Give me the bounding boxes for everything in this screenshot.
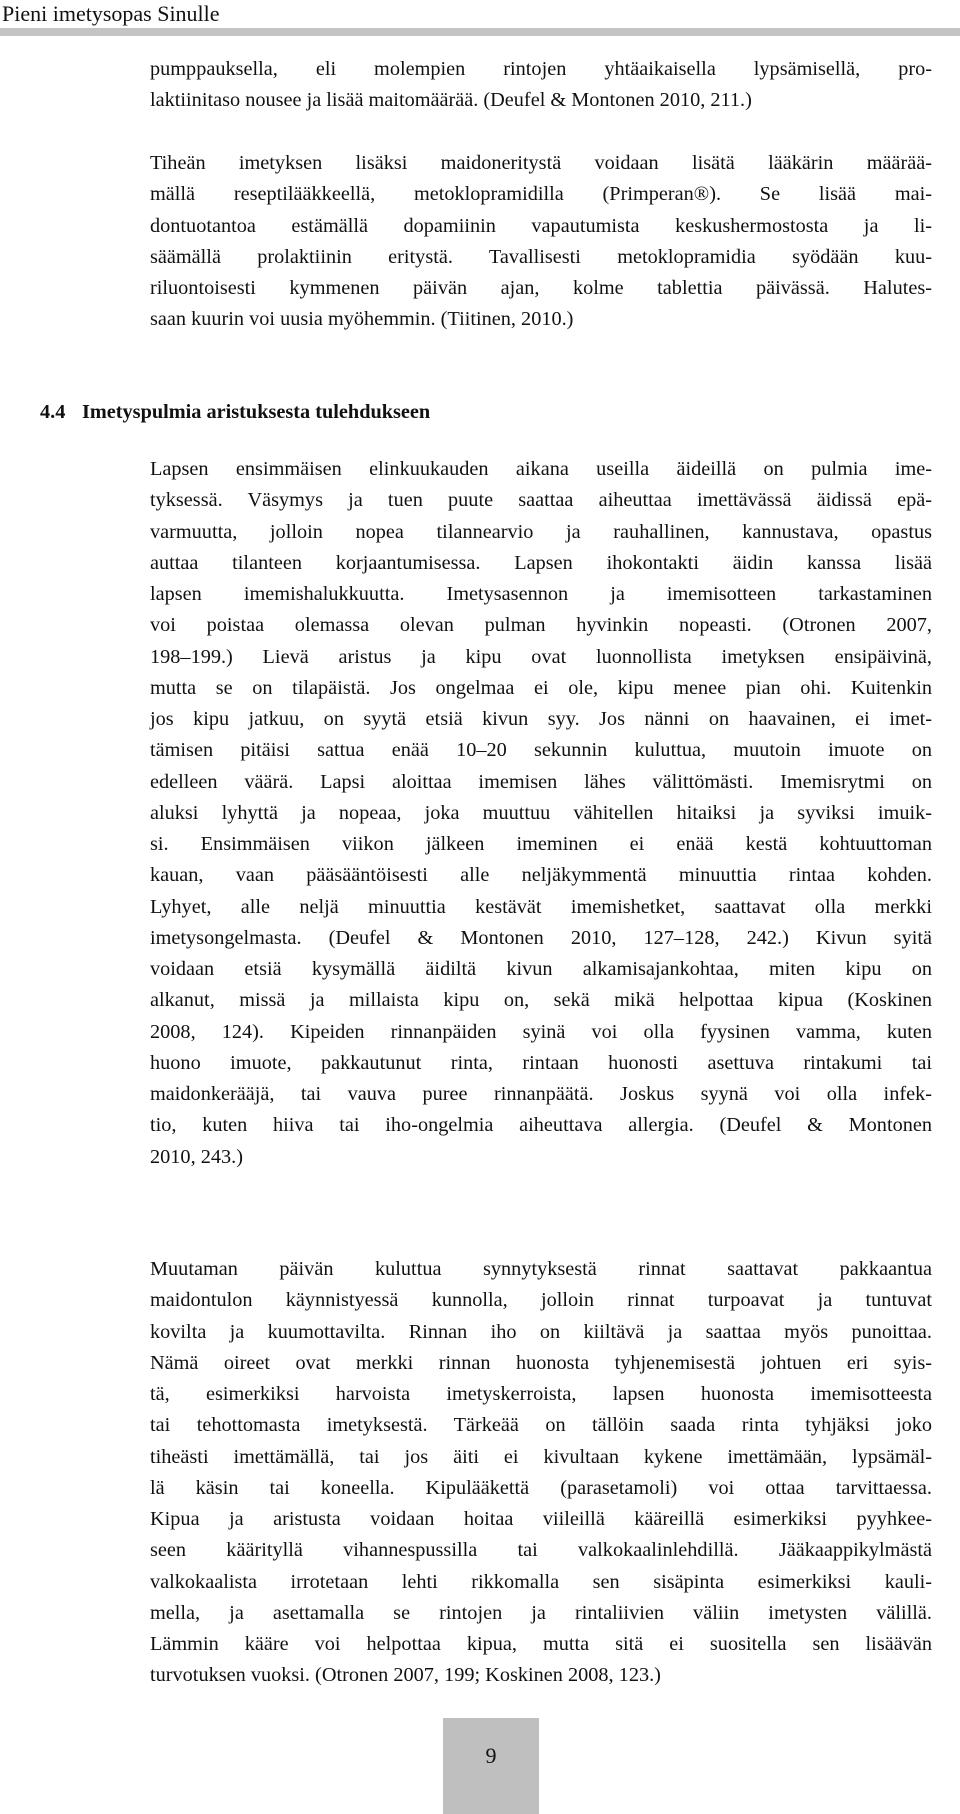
text-line: 198–199.) Lievä aristus ja kipu ovat luonnollista imetyksen ensipäivinä,	[150, 645, 932, 668]
text-line: tämisen pitäisi sattua enää 10–20 sekunnin kuluttua, muutoin imuote on	[150, 739, 932, 762]
text-line: mella, ja asettamalla se rintojen ja rintaliivien väliin imetysten välillä.	[150, 1601, 932, 1624]
text-line: laktiinitaso nousee ja lisää maitomäärää. (Deufel & Montonen 2010, 211.)	[150, 89, 752, 112]
text-line: Lyhyet, alle neljä minuuttia kestävät imemishetket, saattavat olla merkki	[150, 895, 932, 918]
text-line: 2010, 243.)	[150, 1145, 243, 1168]
text-line: saan kuurin voi uusia myöhemmin. (Tiitinen, 2010.)	[150, 308, 574, 331]
text-line: kauan, vaan pääsääntöisesti alle neljäkymmentä minuuttia rintaa kohden.	[150, 864, 932, 887]
text-line: mutta se on tilapäistä. Jos ongelmaa ei ole, kipu menee pian ohi. Kuitenkin	[150, 676, 932, 699]
text-line: tai tehottomasta imetyksestä. Tärkeää on tällöin saada rinta tyhjäksi joko	[150, 1414, 932, 1437]
text-line: huono imuote, pakkautunut rinta, rintaan huonosti asettuva rintakumi tai	[150, 1051, 932, 1074]
text-line: seen käärityllä vihannespussilla tai valkokaalinlehdillä. Jääkaappikylmästä	[150, 1539, 932, 1562]
text-line: varmuutta, jolloin nopea tilannearvio ja rauhallinen, kannustava, opastus	[150, 520, 932, 543]
page-number: 9	[485, 1743, 497, 1768]
paragraph-2	[150, 148, 932, 336]
text-line: Tiheän imetyksen lisäksi maidoneritystä voidaan lisätä lääkärin määrää-	[150, 152, 932, 174]
text-line: lä käsin tai koneella. Kipulääkettä (parasetamoli) voi ottaa tarvittaessa.	[150, 1476, 932, 1499]
text-line: Lämmin kääre voi helpottaa kipua, mutta sitä ei suositella sen lisäävän	[150, 1633, 932, 1655]
paragraph-3	[150, 454, 932, 1173]
text-line: turvotuksen vuoksi. (Otronen 2007, 199; Koskinen 2008, 123.)	[150, 1664, 661, 1687]
text-line: imetysongelmasta. (Deufel & Montonen 2010, 127–128, 242.) Kivun syitä	[150, 926, 932, 949]
section-title: Imetyspulmia aristuksesta tulehdukseen	[82, 401, 431, 423]
paragraph-1	[150, 54, 932, 117]
text-line: voidaan etsiä kysymällä äidiltä kivun alkamisajankohtaa, miten kipu on	[150, 958, 932, 980]
text-line: lapsen imemishalukkuutta. Imetysasennon ja imemisotteen tarkastaminen	[150, 583, 932, 605]
text-line: kovilta ja kuumottavilta. Rinnan iho on kiiltävä ja saattaa myös punoittaa.	[150, 1320, 932, 1343]
text-line: si. Ensimmäisen viikon jälkeen imeminen ei enää kestä kohtuuttoman	[150, 833, 932, 855]
text-line: säämällä prolaktiinin eritystä. Tavallisesti metoklopramidia syödään kuu-	[150, 245, 932, 268]
text-line: maidontulon käynnistyessä kunnolla, jolloin rinnat turpoavat ja tuntuvat	[150, 1289, 932, 1312]
text-line: edelleen väärä. Lapsi aloittaa imemisen lähes välittömästi. Imemisrytmi on	[150, 770, 932, 793]
text-line: aluksi lyhyttä ja nopeaa, joka muuttuu vähitellen hitaiksi ja syviksi imuik-	[150, 801, 932, 824]
text-line: tio, kuten hiiva tai iho-ongelmia aiheuttava allergia. (Deufel & Montonen	[150, 1114, 932, 1137]
running-header: Pieni imetysopas Sinulle	[2, 1, 220, 26]
header-divider	[0, 28, 960, 36]
text-line: auttaa tilanteen korjaantumisessa. Lapsen ihokontakti äidin kanssa lisää	[150, 551, 932, 574]
text-line: Lapsen ensimmäisen elinkuukauden aikana useilla äideillä on pulmia ime-	[150, 458, 932, 480]
text-line: 2008, 124). Kipeiden rinnanpäiden syinä voi olla fyysinen vamma, kuten	[150, 1020, 932, 1043]
text-line: valkokaalista irrotetaan lehti rikkomalla sen sisäpinta esimerkiksi kauli-	[150, 1570, 932, 1593]
text-line: tyksessä. Väsymys ja tuen puute saattaa aiheuttaa imettävässä äidissä epä-	[150, 489, 932, 512]
paragraph-4	[150, 1254, 932, 1692]
section-number: 4.4	[40, 401, 66, 423]
section-heading	[40, 397, 430, 428]
text-line: voi poistaa olemassa olevan pulman hyvinkin nopeasti. (Otronen 2007,	[150, 614, 932, 637]
page-number-box	[443, 1718, 539, 1814]
text-line: Muutaman päivän kuluttua synnytyksestä rinnat saattavat pakkaantua	[150, 1258, 932, 1280]
text-line: riluontoisesti kymmenen päivän ajan, kolme tablettia päivässä. Halutes-	[150, 277, 932, 299]
text-line: Nämä oireet ovat merkki rinnan huonosta tyhjenemisestä johtuen eri syis-	[150, 1351, 932, 1374]
text-line: mällä reseptilääkkeellä, metoklopramidilla (Primperan®). Se lisää mai-	[150, 183, 932, 206]
text-line: jos kipu jatkuu, on syytä etsiä kivun syy. Jos nänni on haavainen, ei imet-	[150, 708, 932, 730]
text-line: tä, esimerkiksi harvoista imetyskerroista, lapsen huonosta imemisotteesta	[150, 1383, 932, 1405]
text-line: dontuotantoa estämällä dopamiinin vapautumista keskushermostosta ja li-	[150, 214, 932, 237]
text-line: alkanut, missä ja millaista kipu on, sekä mikä helpottaa kipua (Koskinen	[150, 989, 932, 1012]
text-line: pumppauksella, eli molempien rintojen yhtäaikaisella lypsämisellä, pro-	[150, 58, 932, 80]
text-line: maidonkerääjä, tai vauva puree rinnanpäätä. Joskus syynä voi olla infek-	[150, 1083, 932, 1105]
text-line: tiheästi imettämällä, tai jos äiti ei kivultaan kykene imettämään, lypsämäl-	[150, 1445, 932, 1468]
text-line: Kipua ja aristusta voidaan hoitaa viileillä kääreillä esimerkiksi pyyhkee-	[150, 1508, 932, 1530]
